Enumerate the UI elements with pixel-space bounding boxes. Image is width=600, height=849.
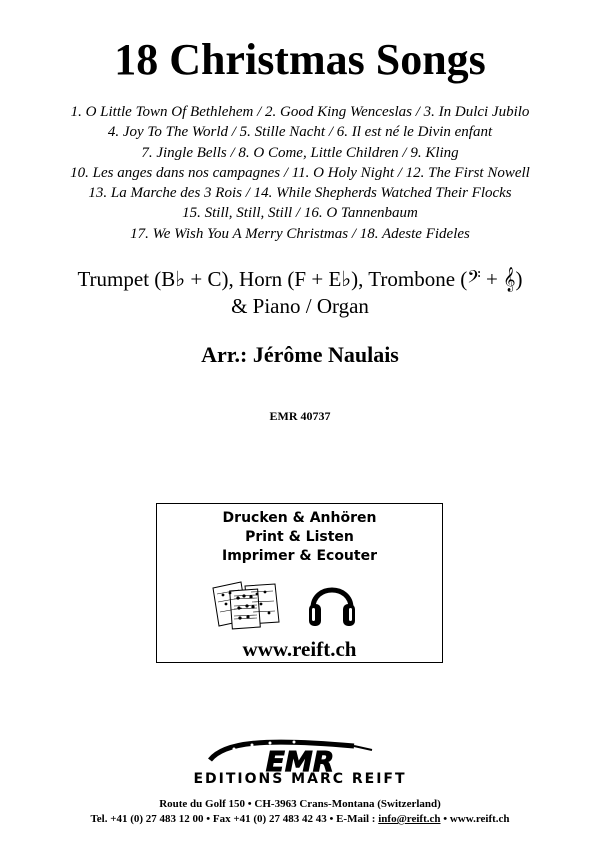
arranger: Arr.: Jérôme Naulais [201,342,399,367]
song-list-line: 7. Jingle Bells / 8. O Come, Little Children / 9. Kling [141,144,459,161]
email-link[interactable]: info@reift.ch [378,813,441,825]
publisher-contact [0,813,600,825]
headphones-icon [307,574,357,630]
publisher-name: EDITIONS MARC REIFT [193,771,407,787]
song-list-line: 4. Joy To The World / 5. Stille Nacht / 6. Il est né le Divin enfant [107,124,493,141]
promo-line: Imprimer & Ecouter [221,548,377,564]
catalog-code: EMR 40737 [269,409,331,423]
instrumentation-line: & Piano / Organ [231,294,369,318]
promo-line: Print & Listen [245,529,354,545]
contact-web: • www.reift.ch [440,813,510,825]
song-list [0,102,600,244]
website-link[interactable]: www.reift.ch [242,637,357,661]
page-title: 18 Christmas Songs [114,35,486,84]
song-list-line: 10. Les anges dans nos campagnes / 11. O Holy Night / 12. The First Nowell [70,164,530,181]
song-list-line: 15. Still, Still, Still / 16. O Tannenbaum [182,205,418,222]
song-list-line: 13. La Marche des 3 Rois / 14. While Shepherds Watched Their Flocks [88,185,512,202]
promo-box [156,503,443,663]
sheet-music-icon [209,580,285,630]
instrumentation [0,266,600,320]
song-list-line: 1. O Little Town Of Bethlehem / 2. Good King Wenceslas / 3. In Dulci Jubilo [70,104,530,120]
song-list-line: 17. We Wish You A Merry Christmas / 18. Adeste Fideles [130,225,470,242]
emr-logo-text: EMR [265,745,335,774]
promo-line: Drucken & Anhören [222,510,377,526]
emr-logo [204,738,394,774]
publisher-address: Route du Golf 150 • CH-3963 Crans-Montana (Switzerland) [159,798,441,810]
contact-phone-fax: Tel. +41 (0) 27 483 12 00 • Fax +41 (0) 27 483 42 43 • E-Mail : [90,813,379,825]
instrumentation-line: Trumpet (B♭ + C), Horn (F + E♭), Trombone (𝄢 + 𝄞) [77,267,523,291]
